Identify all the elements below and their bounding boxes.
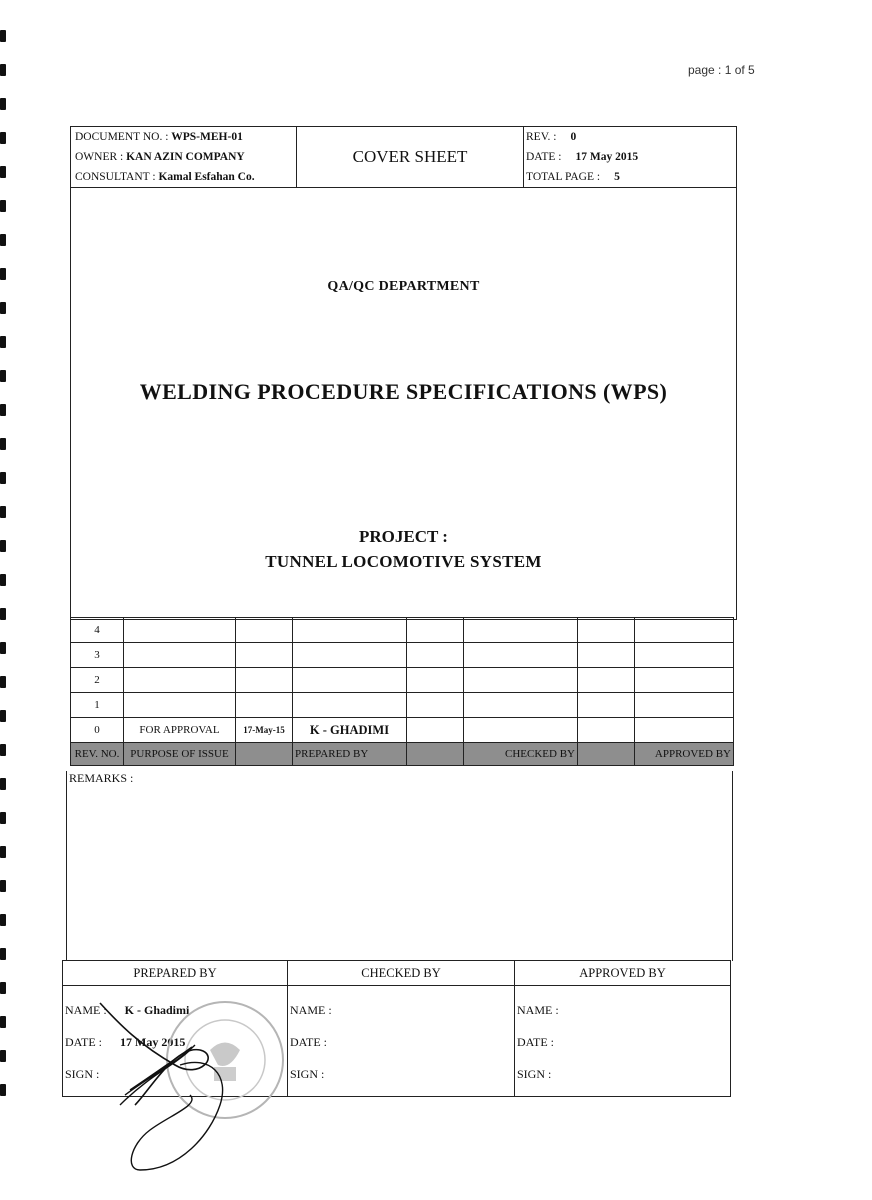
document-header (71, 127, 736, 188)
revision-table (70, 617, 734, 766)
approved-by-header: APPROVED BY (635, 743, 734, 766)
preparer-name: K - Ghadimi (124, 1003, 190, 1017)
checked-by-header: CHECKED BY (464, 743, 578, 766)
handwritten-signature (80, 995, 310, 1180)
purpose-header: PURPOSE OF ISSUE (124, 743, 236, 766)
total-pages-value: 5 (614, 171, 620, 183)
prepared-by-block: NAME : K - Ghadimi DATE : 17 May 2015 SIGN : (63, 986, 288, 1097)
issue-date: 17-May-15 (236, 718, 293, 743)
table-row: 0 FOR APPROVAL 17-May-15 K - GHADIMI (71, 718, 734, 743)
approved-by-block: NAME : DATE : SIGN : (515, 986, 731, 1097)
prepared-by-name: K - GHADIMI (293, 718, 407, 743)
document-title: WELDING PROCEDURE SPECIFICATIONS (WPS) (139, 379, 668, 404)
checked-by-column-header: CHECKED BY (288, 961, 515, 986)
rev-no-header: REV. NO. (71, 743, 124, 766)
remarks-label: REMARKS : (69, 771, 134, 785)
purpose-of-issue: FOR APPROVAL (124, 718, 236, 743)
project-name: TUNNEL LOCOMOTIVE SYSTEM (265, 552, 542, 571)
binder-holes (0, 30, 8, 1118)
table-row: 3 (71, 643, 734, 668)
consultant: Kamal Esfahan Co. (158, 171, 255, 183)
document-number: WPS-MEH-01 (171, 131, 243, 143)
prepared-by-column-header: PREPARED BY (63, 961, 288, 986)
preparer-date: 17 May 2015 (120, 1035, 186, 1049)
project-label: PROJECT : (359, 527, 448, 546)
owner: KAN AZIN COMPANY (126, 151, 245, 163)
sheet-title: COVER SHEET (297, 127, 524, 187)
revision-info: REV. : 0 DATE : 17 May 2015 TOTAL PAGE : 5 (526, 131, 639, 183)
remarks-box (66, 771, 733, 961)
checked-by-block: NAME : DATE : SIGN : (288, 986, 515, 1097)
department: QA/QC DEPARTMENT (327, 279, 480, 294)
table-row: 2 (71, 668, 734, 693)
revision-table-header (71, 743, 734, 766)
prepared-by-header: PREPARED BY (293, 743, 407, 766)
table-row: 1 (71, 693, 734, 718)
cover-sheet (70, 126, 737, 620)
date-value: 17 May 2015 (575, 151, 639, 163)
table-row: 4 (71, 618, 734, 643)
document-info: DOCUMENT NO. : WPS-MEH-01 OWNER : KAN AZIN COMPANY CONSULTANT : Kamal Esfahan Co. (71, 127, 297, 187)
page-number: page : 1 of 5 (688, 63, 755, 77)
approved-by-column-header: APPROVED BY (515, 961, 731, 986)
revision-value: 0 (570, 131, 577, 143)
